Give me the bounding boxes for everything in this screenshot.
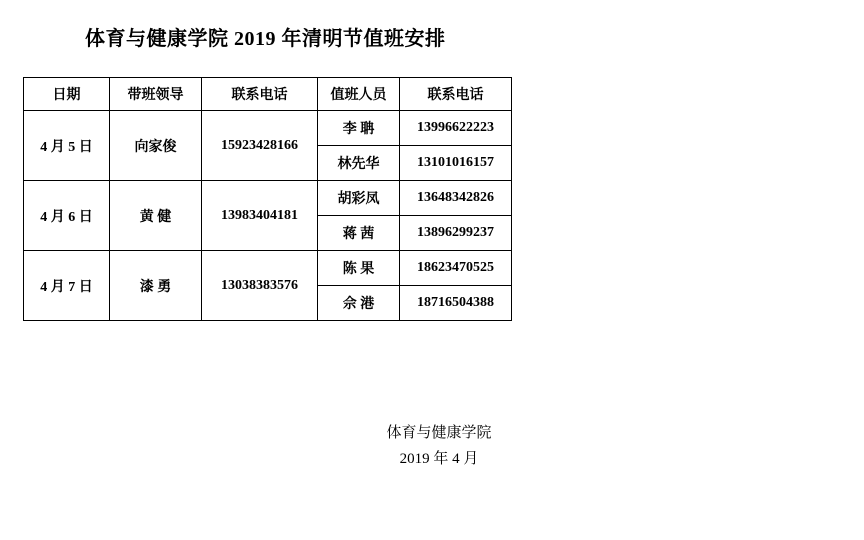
cell-staff-name: 胡彩凤: [318, 181, 400, 216]
document-footer: [0, 420, 864, 472]
cell-staff-phone: 18623470525: [400, 251, 512, 286]
cell-staff-name: 蒋 茜: [318, 216, 400, 251]
cell-staff-phone: 18716504388: [400, 286, 512, 321]
cell-staff-name: 林先华: [318, 146, 400, 181]
cell-staff-phone: 13896299237: [400, 216, 512, 251]
duty-schedule-table: [23, 77, 512, 321]
cell-staff-name: 李 聃: [318, 111, 400, 146]
cell-leader: 漆 勇: [110, 251, 202, 321]
cell-date: 4 月 5 日: [24, 111, 110, 181]
table-row: [24, 181, 512, 216]
column-header-staff: 值班人员: [318, 78, 400, 111]
cell-date: 4 月 6 日: [24, 181, 110, 251]
cell-leader: 黄 健: [110, 181, 202, 251]
table-row: [24, 251, 512, 286]
cell-date: 4 月 7 日: [24, 251, 110, 321]
cell-staff-phone: 13101016157: [400, 146, 512, 181]
column-header-staff-phone: 联系电话: [400, 78, 512, 111]
column-header-leader-phone: 联系电话: [202, 78, 318, 111]
cell-staff-phone: 13648342826: [400, 181, 512, 216]
footer-date: 2019 年 4 月: [399, 451, 479, 467]
cell-leader: 向家俊: [110, 111, 202, 181]
page-title: 体育与健康学院 2019 年清明节值班安排: [85, 28, 446, 50]
cell-leader-phone: 15923428166: [202, 111, 318, 181]
cell-staff-phone: 13996622223: [400, 111, 512, 146]
table-row: [24, 111, 512, 146]
cell-leader-phone: 13983404181: [202, 181, 318, 251]
table-header-row: [24, 78, 512, 111]
cell-staff-name: 陈 果: [318, 251, 400, 286]
cell-leader-phone: 13038383576: [202, 251, 318, 321]
footer-organization: 体育与健康学院: [386, 425, 492, 441]
cell-staff-name: 佘 港: [318, 286, 400, 321]
column-header-date: 日期: [24, 78, 110, 111]
column-header-leader: 带班领导: [110, 78, 202, 111]
